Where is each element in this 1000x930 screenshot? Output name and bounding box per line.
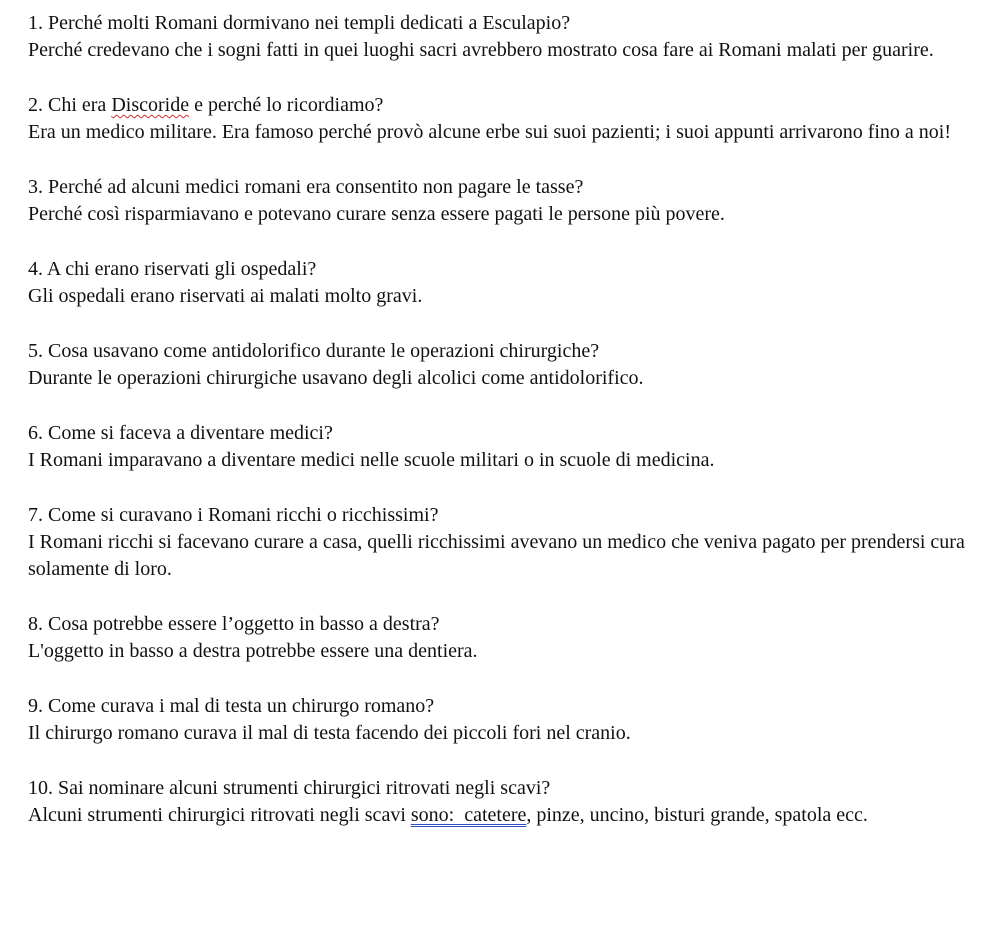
- qa-item-2: [28, 92, 978, 146]
- qa-item-6: [28, 420, 978, 474]
- spelling-error-word[interactable]: Discoride: [111, 94, 190, 116]
- grammar-flagged-phrase[interactable]: sono: catetere: [410, 804, 527, 826]
- qa-item-9: [28, 693, 978, 747]
- answer-text: Durante le operazioni chirurgiche usavano degli alcolici come antidolorifico.: [28, 367, 644, 389]
- answer-text: Gli ospedali erano riservati ai malati molto gravi.: [28, 285, 423, 307]
- question-text: 4. A chi erano riservati gli ospedali?: [28, 258, 317, 280]
- document-body[interactable]: [28, 10, 978, 829]
- answer-prefix: Alcuni strumenti chirurgici ritrovati negli scavi: [28, 804, 411, 826]
- answer-text: I Romani ricchi si facevano curare a casa, quelli ricchissimi avevano un medico che veniva pagato per prendersi cura solamente di loro.: [28, 531, 965, 580]
- qa-item-10: [28, 775, 978, 829]
- qa-item-5: [28, 338, 978, 392]
- question-prefix: 2. Chi era: [28, 94, 112, 116]
- answer-text: I Romani imparavano a diventare medici nelle scuole militari o in scuole di medicina.: [28, 449, 715, 471]
- question-text: 7. Come si curavano i Romani ricchi o ricchissimi?: [28, 504, 439, 526]
- question-text: [28, 92, 978, 119]
- question-text: 1. Perché molti Romani dormivano nei templi dedicati a Esculapio?: [28, 12, 571, 34]
- answer-suffix: , pinze, uncino, bisturi grande, spatola ecc.: [526, 804, 868, 826]
- qa-item-4: [28, 256, 978, 310]
- question-text: 9. Come curava i mal di testa un chirurgo romano?: [28, 695, 435, 717]
- answer-text: Il chirurgo romano curava il mal di testa facendo dei piccoli fori nel cranio.: [28, 722, 631, 744]
- answer-text: [28, 802, 978, 829]
- question-text: 6. Come si faceva a diventare medici?: [28, 422, 333, 444]
- question-text: 8. Cosa potrebbe essere l’oggetto in basso a destra?: [28, 613, 440, 635]
- qa-item-3: [28, 174, 978, 228]
- qa-item-1: [28, 10, 978, 64]
- question-text: 5. Cosa usavano come antidolorifico durante le operazioni chirurgiche?: [28, 340, 600, 362]
- question-suffix: e perché lo ricordiamo?: [189, 94, 384, 116]
- question-text: 10. Sai nominare alcuni strumenti chirurgici ritrovati negli scavi?: [28, 777, 551, 799]
- answer-text: Perché così risparmiavano e potevano curare senza essere pagati le persone più povere.: [28, 203, 725, 225]
- answer-text: L'oggetto in basso a destra potrebbe essere una dentiera.: [28, 640, 478, 662]
- question-text: 3. Perché ad alcuni medici romani era consentito non pagare le tasse?: [28, 176, 584, 198]
- answer-text: Perché credevano che i sogni fatti in quei luoghi sacri avrebbero mostrato cosa fare ai Romani malati per guarire.: [28, 39, 934, 61]
- qa-item-8: [28, 611, 978, 665]
- qa-item-7: [28, 502, 978, 583]
- answer-text: Era un medico militare. Era famoso perché provò alcune erbe sui suoi pazienti; i suoi appunti arrivarono fino a noi!: [28, 121, 952, 143]
